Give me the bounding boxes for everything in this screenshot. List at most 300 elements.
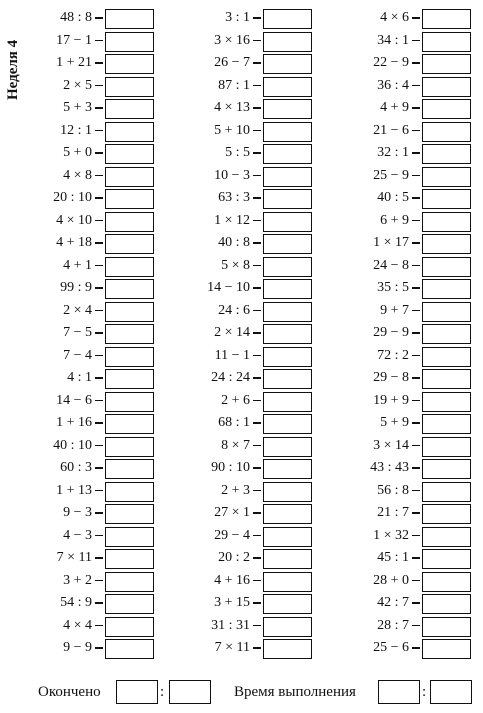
- problem-column-2: [180, 7, 312, 660]
- equals-dash: [253, 220, 261, 222]
- equals-dash: [412, 107, 420, 109]
- problem-expression: 4 × 10: [56, 212, 92, 228]
- equals-dash: [253, 130, 261, 132]
- problem-expression: 14 − 10: [207, 280, 250, 295]
- equals-dash: [95, 625, 103, 627]
- answer-box[interactable]: [422, 234, 471, 254]
- problem-row: [180, 142, 312, 165]
- answer-box[interactable]: [422, 122, 471, 142]
- problem-expression: 4 + 16: [214, 572, 250, 588]
- problem-expression: 63 : 3: [218, 190, 250, 205]
- equals-dash: [412, 490, 420, 492]
- problem-row: [340, 187, 471, 210]
- problem-row: [180, 210, 312, 233]
- finished-hours-field[interactable]: [116, 680, 158, 704]
- answer-box[interactable]: [105, 437, 154, 457]
- equals-dash: [253, 197, 261, 199]
- answer-box[interactable]: [422, 369, 471, 389]
- problem-row: [340, 75, 471, 98]
- equals-dash: [412, 647, 420, 649]
- problem-expression: 48 : 8: [60, 10, 92, 25]
- problem-row: [180, 255, 312, 278]
- problem-row: [24, 525, 154, 548]
- problem-row: [180, 390, 312, 413]
- problem-row: [180, 412, 312, 435]
- problem-expression: 9 + 7: [380, 302, 409, 318]
- equals-dash: [412, 152, 420, 154]
- answer-box[interactable]: [105, 527, 154, 547]
- problem-row: [340, 165, 471, 188]
- problem-row: [340, 615, 471, 638]
- problem-expression: 9 − 3: [63, 505, 92, 520]
- problem-row: [24, 637, 154, 660]
- equals-dash: [412, 377, 420, 379]
- equals-dash: [412, 17, 420, 19]
- equals-dash: [95, 197, 103, 199]
- problem-row: [180, 52, 312, 75]
- problem-row: [24, 165, 154, 188]
- answer-box[interactable]: [105, 459, 154, 479]
- equals-dash: [95, 220, 103, 222]
- equals-dash: [95, 242, 103, 244]
- answer-box[interactable]: [263, 54, 312, 74]
- problem-row: [24, 502, 154, 525]
- answer-box[interactable]: [422, 459, 471, 479]
- equals-dash: [95, 287, 103, 289]
- answer-box[interactable]: [263, 234, 312, 254]
- equals-dash: [253, 175, 261, 177]
- answer-box[interactable]: [263, 167, 312, 187]
- answer-box[interactable]: [263, 369, 312, 389]
- problem-row: [340, 412, 471, 435]
- answer-box[interactable]: [105, 144, 154, 164]
- answer-box[interactable]: [422, 414, 471, 434]
- equals-dash: [412, 445, 420, 447]
- problem-expression: 3 : 1: [225, 10, 250, 25]
- problem-expression: 45 : 1: [377, 550, 409, 565]
- problem-row: [24, 7, 154, 30]
- problem-expression: 10 − 3: [214, 167, 250, 183]
- equals-dash: [412, 400, 420, 402]
- problem-expression: 29 − 9: [373, 325, 409, 340]
- answer-box[interactable]: [422, 617, 471, 637]
- answer-box[interactable]: [263, 77, 312, 97]
- problem-expression: 90 : 10: [211, 460, 250, 475]
- answer-box[interactable]: [422, 54, 471, 74]
- problem-row: [340, 367, 471, 390]
- problem-row: [180, 547, 312, 570]
- answer-box[interactable]: [105, 302, 154, 322]
- problem-row: [24, 97, 154, 120]
- answer-box[interactable]: [422, 572, 471, 592]
- equals-dash: [253, 490, 261, 492]
- answer-box[interactable]: [422, 392, 471, 412]
- problem-expression: 5 + 0: [63, 145, 92, 160]
- answer-box[interactable]: [105, 347, 154, 367]
- equals-dash: [253, 377, 261, 379]
- problem-expression: 87 : 1: [218, 77, 250, 93]
- equals-dash: [412, 467, 420, 469]
- problem-row: [180, 322, 312, 345]
- answer-box[interactable]: [263, 189, 312, 209]
- problem-expression: 4 × 4: [63, 617, 92, 633]
- problem-expression: 5 × 8: [221, 257, 250, 273]
- answer-box[interactable]: [263, 594, 312, 614]
- answer-box[interactable]: [422, 549, 471, 569]
- equals-dash: [412, 220, 420, 222]
- answer-box[interactable]: [105, 594, 154, 614]
- problem-expression: 56 : 8: [377, 482, 409, 498]
- answer-box[interactable]: [422, 594, 471, 614]
- equals-dash: [95, 40, 103, 42]
- equals-dash: [95, 467, 103, 469]
- answer-box[interactable]: [105, 77, 154, 97]
- problem-row: [24, 52, 154, 75]
- answer-box[interactable]: [105, 189, 154, 209]
- answer-box[interactable]: [105, 549, 154, 569]
- problem-row: [340, 547, 471, 570]
- problem-row: [340, 480, 471, 503]
- problem-expression: 26 − 7: [214, 55, 250, 70]
- equals-dash: [412, 85, 420, 87]
- answer-box[interactable]: [263, 144, 312, 164]
- equals-dash: [95, 17, 103, 19]
- problem-column-3: [340, 7, 471, 660]
- answer-box[interactable]: [263, 504, 312, 524]
- answer-box[interactable]: [422, 144, 471, 164]
- problem-row: [180, 7, 312, 30]
- problem-row: [24, 187, 154, 210]
- problem-row: [180, 75, 312, 98]
- equals-dash: [253, 355, 261, 357]
- answer-box[interactable]: [263, 32, 312, 52]
- answer-box[interactable]: [105, 54, 154, 74]
- equals-dash: [253, 152, 261, 154]
- problem-row: [180, 300, 312, 323]
- problem-row: [340, 277, 471, 300]
- equals-dash: [95, 85, 103, 87]
- problem-expression: 5 + 9: [380, 415, 409, 430]
- answer-box[interactable]: [422, 212, 471, 232]
- answer-box[interactable]: [105, 639, 154, 659]
- problem-row: [180, 502, 312, 525]
- problem-expression: 5 : 5: [225, 145, 250, 160]
- problem-row: [24, 435, 154, 458]
- answer-box[interactable]: [263, 414, 312, 434]
- equals-dash: [95, 130, 103, 132]
- finished-minutes-field[interactable]: [169, 680, 211, 704]
- problem-expression: 1 × 12: [214, 212, 250, 228]
- problem-row: [24, 547, 154, 570]
- answer-box[interactable]: [263, 99, 312, 119]
- answer-box[interactable]: [263, 482, 312, 502]
- answer-box[interactable]: [263, 617, 312, 637]
- equals-dash: [95, 647, 103, 649]
- answer-box[interactable]: [263, 347, 312, 367]
- problem-expression: 3 × 16: [214, 32, 250, 48]
- answer-box[interactable]: [105, 617, 154, 637]
- problem-expression: 7 × 11: [214, 640, 250, 655]
- equals-dash: [412, 332, 420, 334]
- equals-dash: [253, 332, 261, 334]
- answer-box[interactable]: [422, 99, 471, 119]
- problem-expression: 5 + 3: [63, 100, 92, 115]
- equals-dash: [412, 422, 420, 424]
- problem-row: [24, 570, 154, 593]
- time-label: Время выполнения: [234, 684, 356, 700]
- problem-expression: 4 × 8: [63, 167, 92, 183]
- problem-row: [180, 457, 312, 480]
- answer-box[interactable]: [105, 572, 154, 592]
- answer-box[interactable]: [422, 279, 471, 299]
- problem-expression: 19 + 9: [373, 392, 409, 408]
- answer-box[interactable]: [263, 212, 312, 232]
- answer-box[interactable]: [263, 527, 312, 547]
- time-separator: :: [422, 684, 427, 700]
- problem-row: [180, 592, 312, 615]
- problem-row: [24, 75, 154, 98]
- problem-row: [180, 277, 312, 300]
- answer-box[interactable]: [105, 212, 154, 232]
- problem-expression: 31 : 31: [211, 617, 250, 633]
- answer-box[interactable]: [422, 527, 471, 547]
- answer-box[interactable]: [422, 324, 471, 344]
- answer-box[interactable]: [263, 437, 312, 457]
- problem-row: [180, 615, 312, 638]
- answer-box[interactable]: [263, 639, 312, 659]
- problem-expression: 40 : 10: [53, 437, 92, 453]
- answer-box[interactable]: [422, 32, 471, 52]
- problem-expression: 28 + 0: [373, 572, 409, 588]
- problem-expression: 40 : 8: [218, 235, 250, 250]
- equals-dash: [412, 557, 420, 559]
- equals-dash: [412, 242, 420, 244]
- problem-row: [24, 457, 154, 480]
- problem-expression: 4 : 1: [67, 370, 92, 385]
- equals-dash: [412, 287, 420, 289]
- problem-expression: 28 : 7: [377, 617, 409, 633]
- problem-expression: 1 + 16: [56, 415, 92, 430]
- problem-expression: 60 : 3: [60, 460, 92, 475]
- equals-dash: [95, 265, 103, 267]
- answer-box[interactable]: [105, 99, 154, 119]
- answer-box[interactable]: [422, 302, 471, 322]
- equals-dash: [253, 242, 261, 244]
- answer-box[interactable]: [263, 572, 312, 592]
- problem-expression: 3 + 15: [214, 595, 250, 610]
- problem-row: [180, 345, 312, 368]
- problem-expression: 1 × 32: [373, 527, 409, 543]
- equals-dash: [95, 400, 103, 402]
- answer-box[interactable]: [105, 414, 154, 434]
- problem-expression: 4 + 18: [56, 235, 92, 250]
- problem-row: [340, 7, 471, 30]
- answer-box[interactable]: [263, 324, 312, 344]
- problem-expression: 2 + 3: [221, 482, 250, 498]
- answer-box[interactable]: [105, 9, 154, 29]
- equals-dash: [253, 602, 261, 604]
- problem-row: [24, 615, 154, 638]
- equals-dash: [253, 580, 261, 582]
- problem-row: [340, 120, 471, 143]
- equals-dash: [412, 197, 420, 199]
- answer-box[interactable]: [105, 482, 154, 502]
- answer-box[interactable]: [263, 257, 312, 277]
- problem-row: [24, 30, 154, 53]
- answer-box[interactable]: [263, 459, 312, 479]
- problem-row: [340, 390, 471, 413]
- problem-row: [24, 322, 154, 345]
- equals-dash: [253, 467, 261, 469]
- problem-row: [340, 52, 471, 75]
- answer-box[interactable]: [422, 347, 471, 367]
- problem-expression: 4 + 1: [63, 257, 92, 273]
- problem-row: [24, 367, 154, 390]
- equals-dash: [253, 512, 261, 514]
- answer-box[interactable]: [105, 234, 154, 254]
- problem-row: [340, 210, 471, 233]
- equals-dash: [253, 625, 261, 627]
- time-seconds-field[interactable]: [430, 680, 472, 704]
- problem-row: [340, 232, 471, 255]
- time-minutes-field[interactable]: [378, 680, 420, 704]
- equals-dash: [95, 152, 103, 154]
- problem-row: [180, 187, 312, 210]
- problem-row: [24, 277, 154, 300]
- problem-row: [24, 232, 154, 255]
- answer-box[interactable]: [263, 9, 312, 29]
- equals-dash: [253, 557, 261, 559]
- problem-row: [340, 502, 471, 525]
- equals-dash: [253, 535, 261, 537]
- equals-dash: [95, 490, 103, 492]
- answer-box[interactable]: [105, 392, 154, 412]
- answer-box[interactable]: [105, 504, 154, 524]
- problem-row: [24, 390, 154, 413]
- problem-expression: 24 : 24: [211, 370, 250, 385]
- problem-expression: 25 − 6: [373, 640, 409, 655]
- problem-expression: 29 − 4: [214, 527, 250, 543]
- equals-dash: [95, 422, 103, 424]
- problem-row: [340, 457, 471, 480]
- finished-label: Окончено: [38, 684, 101, 700]
- answer-box[interactable]: [263, 392, 312, 412]
- equals-dash: [253, 445, 261, 447]
- equals-dash: [412, 625, 420, 627]
- problem-expression: 5 + 10: [214, 122, 250, 138]
- answer-box[interactable]: [422, 482, 471, 502]
- equals-dash: [95, 602, 103, 604]
- problem-row: [180, 480, 312, 503]
- answer-box[interactable]: [105, 324, 154, 344]
- equals-dash: [412, 40, 420, 42]
- problem-expression: 2 + 6: [221, 392, 250, 408]
- problem-expression: 36 : 4: [377, 77, 409, 93]
- answer-box[interactable]: [422, 167, 471, 187]
- equals-dash: [253, 62, 261, 64]
- problem-expression: 14 − 6: [56, 392, 92, 408]
- problem-row: [340, 97, 471, 120]
- equals-dash: [95, 175, 103, 177]
- equals-dash: [412, 310, 420, 312]
- answer-box[interactable]: [263, 122, 312, 142]
- problem-expression: 3 + 2: [63, 572, 92, 588]
- equals-dash: [412, 62, 420, 64]
- equals-dash: [412, 265, 420, 267]
- problem-expression: 7 × 11: [56, 550, 92, 565]
- answer-box[interactable]: [263, 549, 312, 569]
- equals-dash: [412, 355, 420, 357]
- problem-row: [180, 570, 312, 593]
- problem-row: [180, 165, 312, 188]
- answer-box[interactable]: [422, 257, 471, 277]
- problem-row: [340, 525, 471, 548]
- equals-dash: [95, 535, 103, 537]
- answer-box[interactable]: [263, 302, 312, 322]
- problem-expression: 20 : 2: [218, 550, 250, 565]
- problem-expression: 21 : 7: [377, 505, 409, 520]
- problem-expression: 6 + 9: [380, 212, 409, 228]
- equals-dash: [253, 40, 261, 42]
- problem-row: [24, 592, 154, 615]
- problem-expression: 4 × 6: [380, 10, 409, 25]
- answer-box[interactable]: [105, 32, 154, 52]
- problem-expression: 4 + 9: [380, 100, 409, 115]
- problem-expression: 1 + 13: [56, 482, 92, 498]
- problem-row: [180, 232, 312, 255]
- answer-box[interactable]: [422, 189, 471, 209]
- answer-box[interactable]: [105, 167, 154, 187]
- problem-expression: 43 : 43: [370, 460, 409, 475]
- problem-row: [180, 435, 312, 458]
- equals-dash: [253, 17, 261, 19]
- answer-box[interactable]: [422, 504, 471, 524]
- problem-expression: 24 − 8: [373, 257, 409, 273]
- equals-dash: [253, 647, 261, 649]
- equals-dash: [253, 287, 261, 289]
- problem-expression: 68 : 1: [218, 415, 250, 430]
- answer-box[interactable]: [105, 257, 154, 277]
- equals-dash: [253, 85, 261, 87]
- problem-expression: 3 × 14: [373, 437, 409, 453]
- problem-row: [24, 345, 154, 368]
- answer-box[interactable]: [263, 279, 312, 299]
- problem-row: [340, 435, 471, 458]
- answer-box[interactable]: [422, 9, 471, 29]
- equals-dash: [95, 580, 103, 582]
- answer-box[interactable]: [105, 279, 154, 299]
- problem-row: [340, 142, 471, 165]
- problem-row: [24, 300, 154, 323]
- problem-row: [24, 480, 154, 503]
- problem-row: [340, 322, 471, 345]
- answer-box[interactable]: [422, 77, 471, 97]
- answer-box[interactable]: [422, 639, 471, 659]
- answer-box[interactable]: [422, 437, 471, 457]
- problem-row: [180, 525, 312, 548]
- problem-expression: 17 − 1: [56, 32, 92, 48]
- equals-dash: [412, 512, 420, 514]
- problem-expression: 7 − 4: [63, 347, 92, 363]
- equals-dash: [95, 332, 103, 334]
- answer-box[interactable]: [105, 369, 154, 389]
- problem-expression: 2 × 5: [63, 77, 92, 93]
- problem-expression: 12 : 1: [60, 122, 92, 138]
- answer-box[interactable]: [105, 122, 154, 142]
- equals-dash: [95, 512, 103, 514]
- footer: [0, 678, 483, 706]
- problem-expression: 35 : 5: [377, 280, 409, 295]
